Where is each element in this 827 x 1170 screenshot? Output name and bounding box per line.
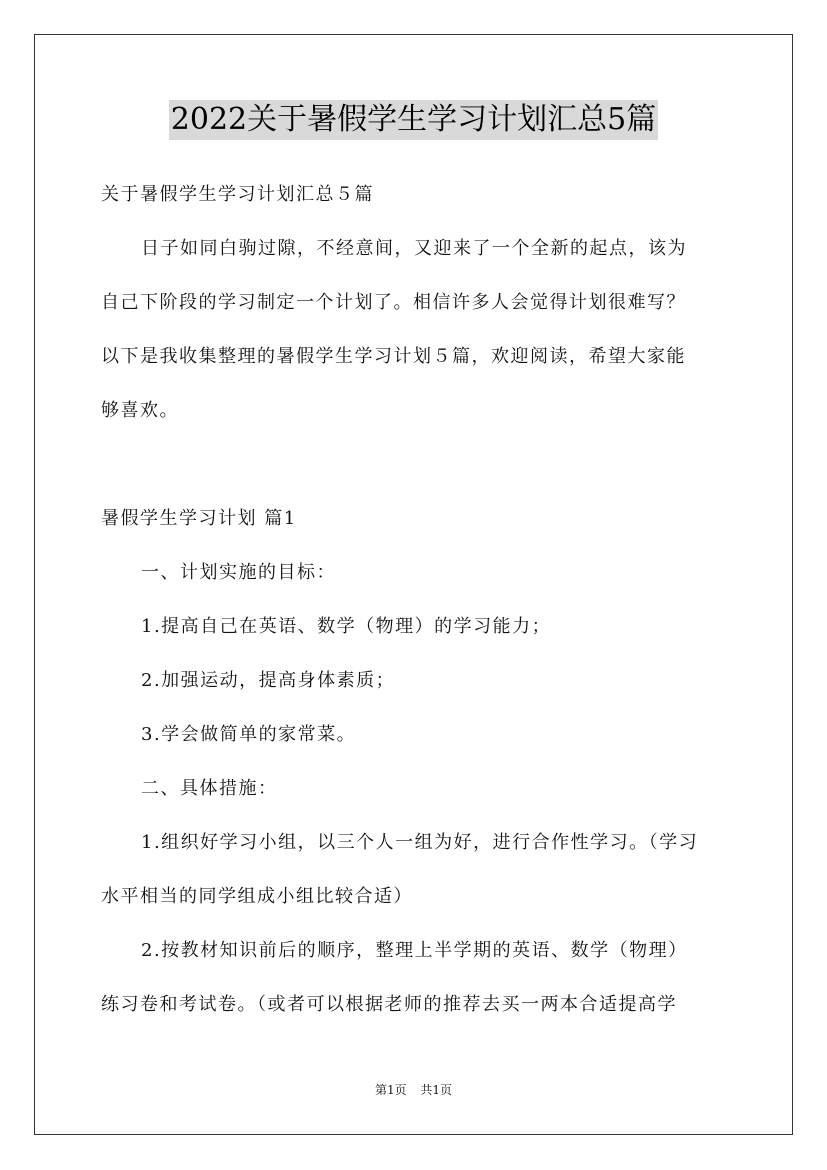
paragraph-line: 1.提高自己在英语、数学（物理）的学习能力；	[141, 616, 552, 637]
paragraph-line: 一、计划实施的目标：	[141, 562, 336, 583]
section-heading: 暑假学生学习计划 篇1	[101, 508, 297, 529]
title-container	[0, 100, 827, 140]
paragraph-line: 够喜欢。	[101, 400, 179, 421]
paragraph-line: 1.组织好学习小组，以三个人一组为好，进行合作性学习。（学习	[141, 832, 699, 853]
document-body	[101, 168, 731, 1032]
paragraph-line: 2.按教材知识前后的顺序，整理上半学期的英语、数学（物理）	[141, 940, 688, 961]
paragraph-line: 自己下阶段的学习制定一个计划了。相信许多人会觉得计划很难写？	[101, 292, 686, 313]
page-number-total: 共1页	[420, 1083, 453, 1097]
paragraph-line: 3.学会做简单的家常菜。	[141, 724, 357, 745]
subtitle-line: 关于暑假学生学习计划汇总５篇	[101, 184, 374, 205]
paragraph-line: 日子如同白驹过隙，不经意间，又迎来了一个全新的起点，该为	[141, 238, 687, 259]
paragraph-line: 练习卷和考试卷。（或者可以根据老师的推荐去买一两本合适提高学	[101, 994, 677, 1015]
paragraph-line: 2.加强运动，提高身体素质；	[141, 670, 396, 691]
page-number-current: 第1页	[374, 1083, 407, 1097]
document-title: 2022关于暑假学生学习计划汇总5篇	[169, 100, 658, 140]
paragraph-line: 以下是我收集整理的暑假学生学习计划５篇，欢迎阅读，希望大家能	[101, 346, 686, 367]
paragraph-line: 二、具体措施：	[141, 778, 278, 799]
paragraph-line: 水平相当的同学组成小组比较合适）	[101, 886, 413, 907]
page-footer	[0, 1080, 827, 1100]
blank-line	[101, 438, 731, 492]
